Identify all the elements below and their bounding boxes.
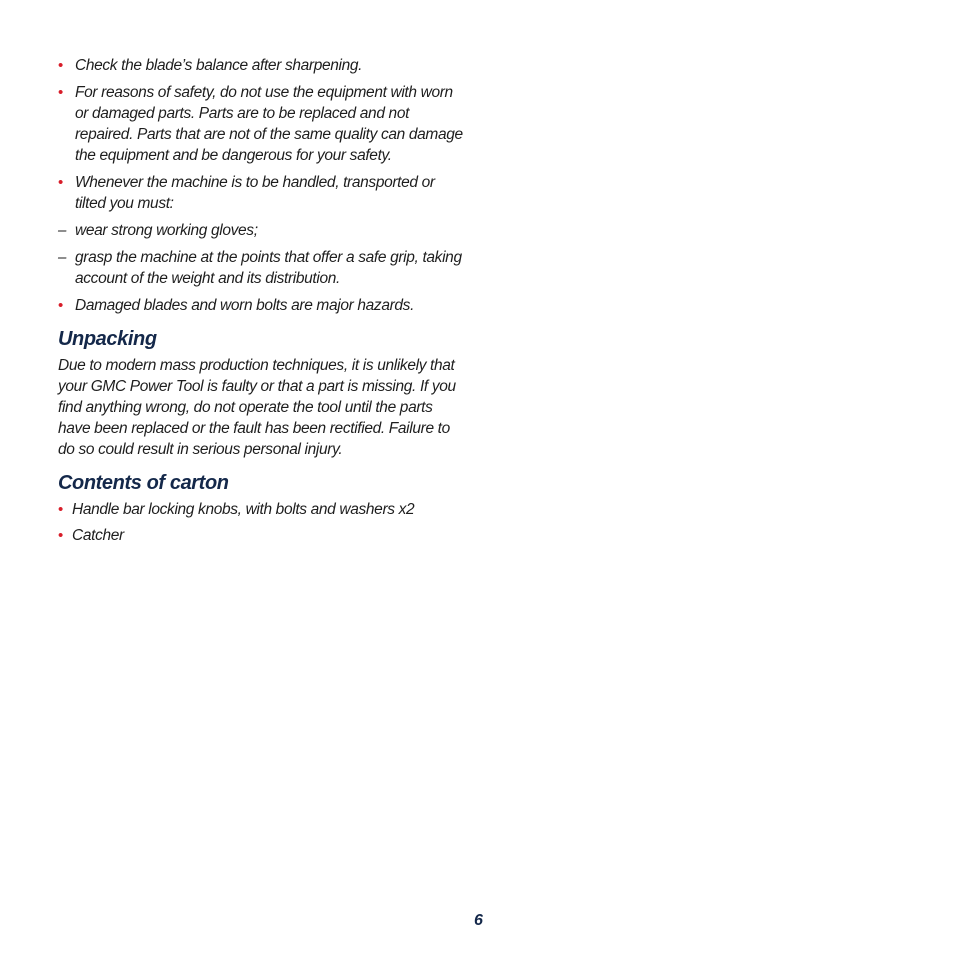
list-item xyxy=(58,525,468,546)
list-item xyxy=(58,172,468,214)
bullet-marker: • xyxy=(58,297,63,314)
list-item-text: Catcher xyxy=(72,527,124,544)
unpacking-paragraph: Due to modern mass production techniques, it is unlikely that your GMC Power Tool is faulty or that a part is missing. If you find anything wrong, do not operate the tool until the parts have been replaced or the fault has been rectified. Failure to do so could result in serious personal injury. xyxy=(58,357,456,458)
list-item-text: For reasons of safety, do not use the equipment with worn or damaged parts. Parts are to be replaced and not repaired. Parts that are not of the same quality can damage the equipment and be dangerous for your safety. xyxy=(75,84,463,164)
page-number: 6 xyxy=(474,912,483,929)
bullet-marker: • xyxy=(58,84,63,101)
bullet-marker: • xyxy=(58,174,63,191)
list-item xyxy=(58,247,468,289)
dash-marker: – xyxy=(58,249,66,266)
list-item-text: Whenever the machine is to be handled, transported or tilted you must: xyxy=(75,174,435,212)
section-heading-unpacking: Unpacking xyxy=(58,328,157,350)
safety-list xyxy=(58,55,468,316)
page-content xyxy=(58,55,468,551)
list-item-text: grasp the machine at the points that offer a safe grip, taking account of the weight and its distribution. xyxy=(75,249,462,287)
list-item-text: Check the blade’s balance after sharpening. xyxy=(75,57,363,74)
bullet-marker: • xyxy=(58,527,63,544)
list-item xyxy=(58,82,468,166)
section-heading-contents: Contents of carton xyxy=(58,472,229,494)
list-item-text: wear strong working gloves; xyxy=(75,222,258,239)
list-item xyxy=(58,499,468,520)
list-item xyxy=(58,295,468,316)
bullet-marker: • xyxy=(58,501,63,518)
contents-list xyxy=(58,499,468,546)
list-item-text: Handle bar locking knobs, with bolts and washers x2 xyxy=(72,501,415,518)
list-item xyxy=(58,55,468,76)
bullet-marker: • xyxy=(58,57,63,74)
dash-marker: – xyxy=(58,222,66,239)
list-item xyxy=(58,220,468,241)
list-item-text: Damaged blades and worn bolts are major hazards. xyxy=(75,297,415,314)
